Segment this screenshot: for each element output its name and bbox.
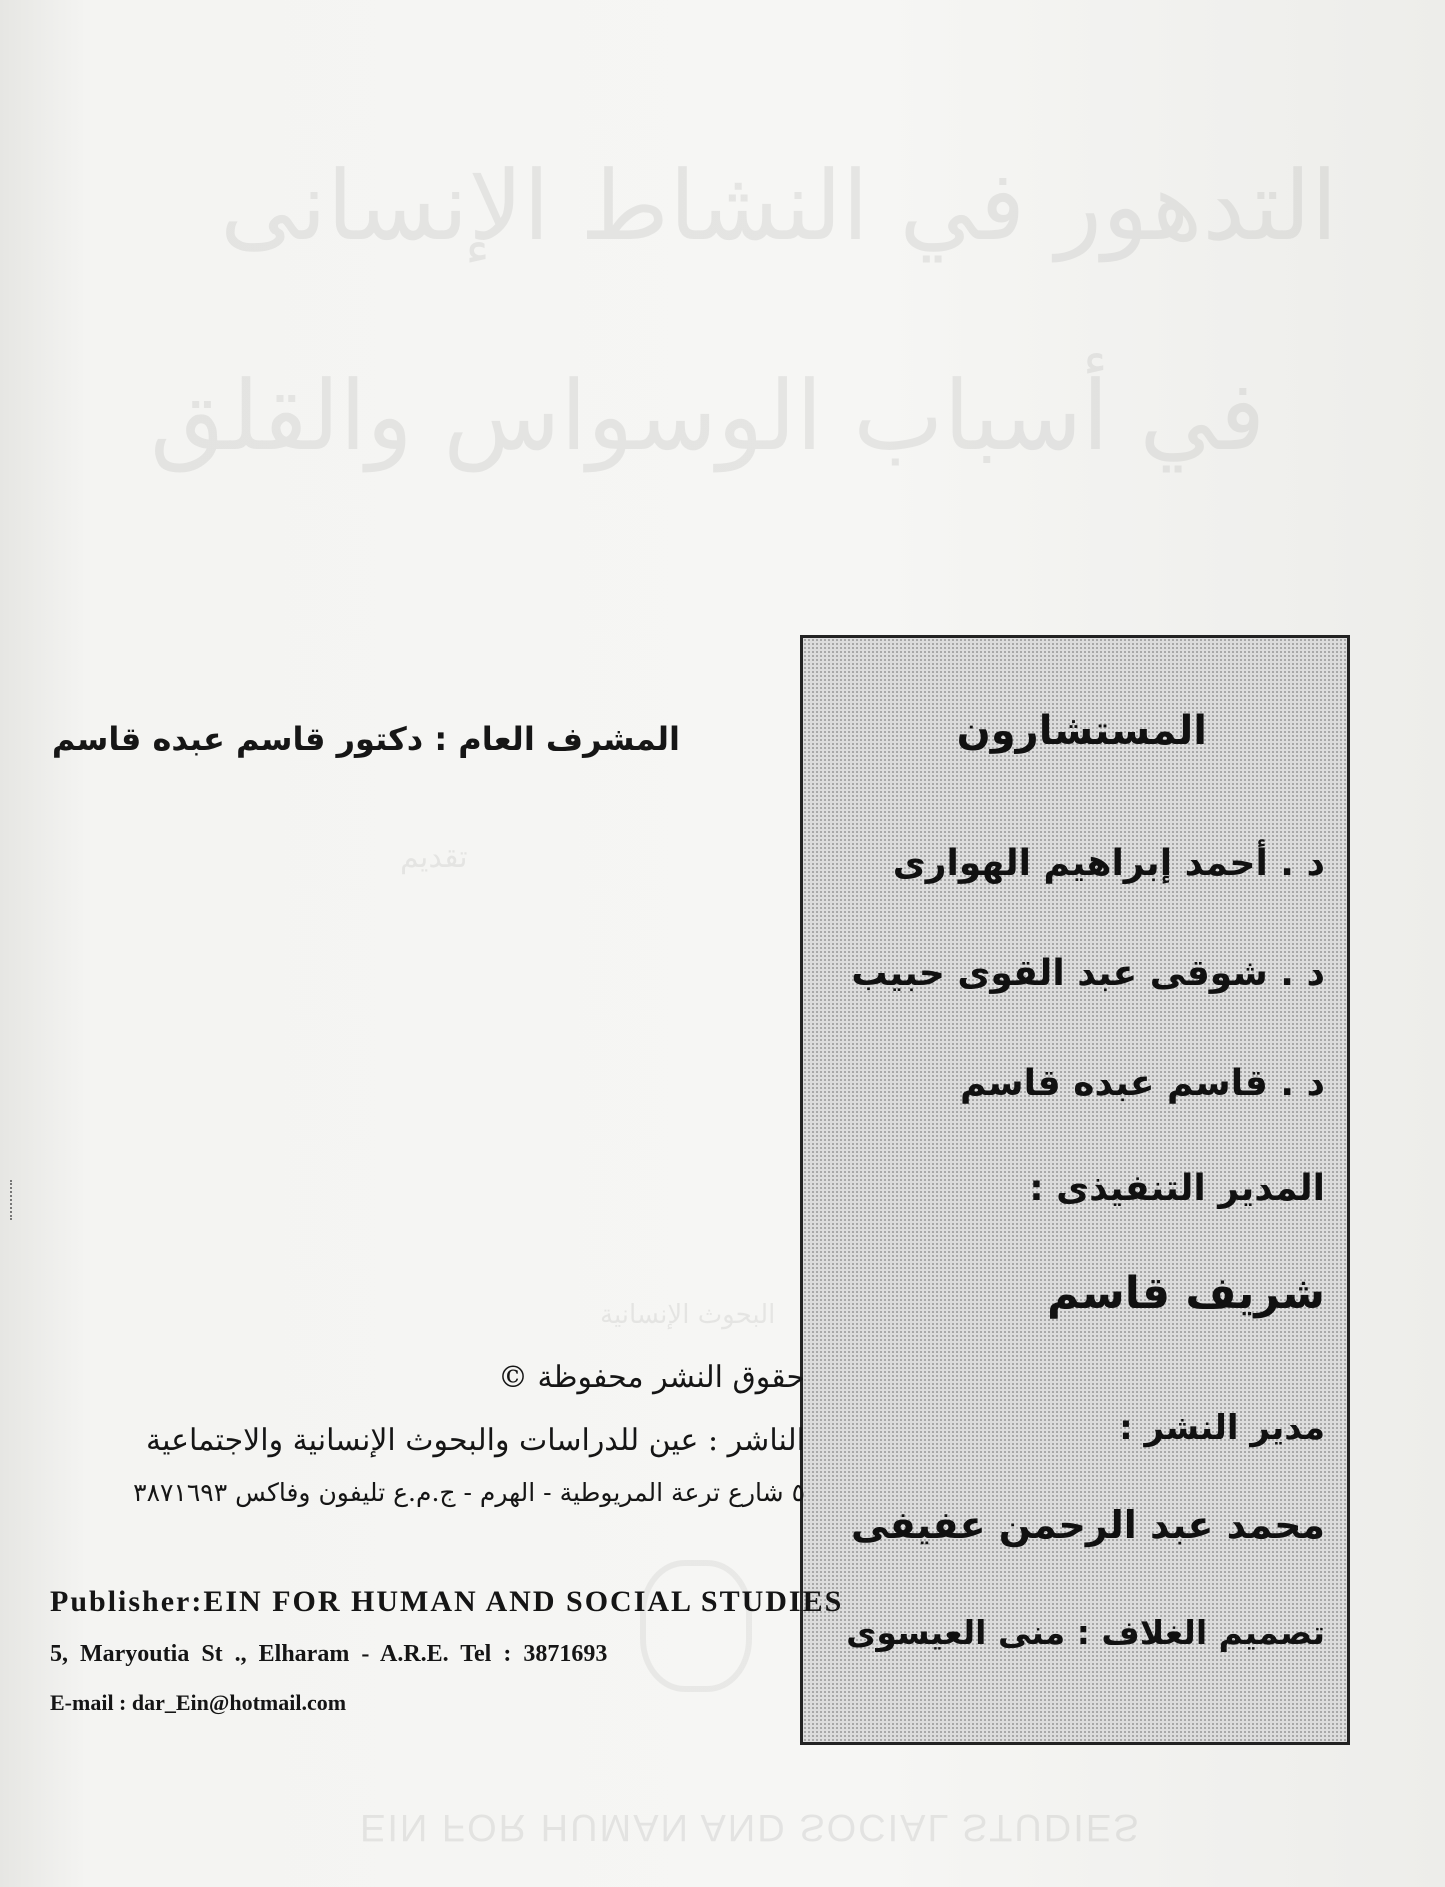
bleed-through-line: EIN FOR HUMAN AND SOCIAL STUDIES <box>360 1806 1141 1848</box>
publisher-email: E-mail : dar_Ein@hotmail.com <box>50 1690 347 1715</box>
general-supervisor-line: المشرف العام : دكتور قاسم عبده قاسم <box>51 720 680 758</box>
credits-box <box>800 635 1350 1745</box>
publisher-address-arabic: ٥ شارع ترعة المريوطية - الهرم - ج.م.ع تليفون وفاكس ٣٨٧١٦٩٣ <box>133 1478 805 1507</box>
consultant-name: د . شوقى عبد القوى حبيب <box>851 953 1325 994</box>
general-supervisor <box>52 720 680 758</box>
publisher-info-english <box>50 1585 843 1716</box>
cover-design-credit: تصميم الغلاف : منى العيسوى <box>846 1613 1325 1652</box>
bleed-through-line: التدهور في النشاط الإنسانى <box>220 150 1338 262</box>
bleed-through-line: في أسباب الوسواس والقلق <box>150 360 1266 472</box>
publishing-manager-label: مدير النشر : <box>1119 1408 1325 1448</box>
consultant-name: د . أحمد إبراهيم الهوارى <box>892 843 1325 884</box>
executive-director-label: المدير التنفيذى : <box>1029 1168 1325 1209</box>
publisher-info-arabic <box>133 1360 805 1507</box>
bleed-through-line: البحوث الإنسانية <box>600 1300 776 1330</box>
copyright-notice: حقوق النشر محفوظة © <box>497 1360 805 1395</box>
publisher-address-english: 5, Maryoutia St ., Elharam - A.R.E. Tel : 3871693 <box>50 1641 608 1667</box>
consultant-name: د . قاسم عبده قاسم <box>959 1063 1325 1104</box>
executive-director-name: شريف قاسم <box>1047 1268 1325 1319</box>
consultants-heading: المستشارون <box>956 708 1207 754</box>
publishing-manager-name: محمد عبد الرحمن عفيفى <box>850 1503 1325 1547</box>
publisher-name-english: Publisher:EIN FOR HUMAN AND SOCIAL STUDIES <box>50 1585 844 1618</box>
bleed-through-line: تقديم <box>400 840 468 875</box>
publisher-name-arabic: الناشر : عين للدراسات والبحوث الإنسانية والاجتماعية <box>146 1423 805 1458</box>
page-edge-mark <box>10 1180 16 1220</box>
